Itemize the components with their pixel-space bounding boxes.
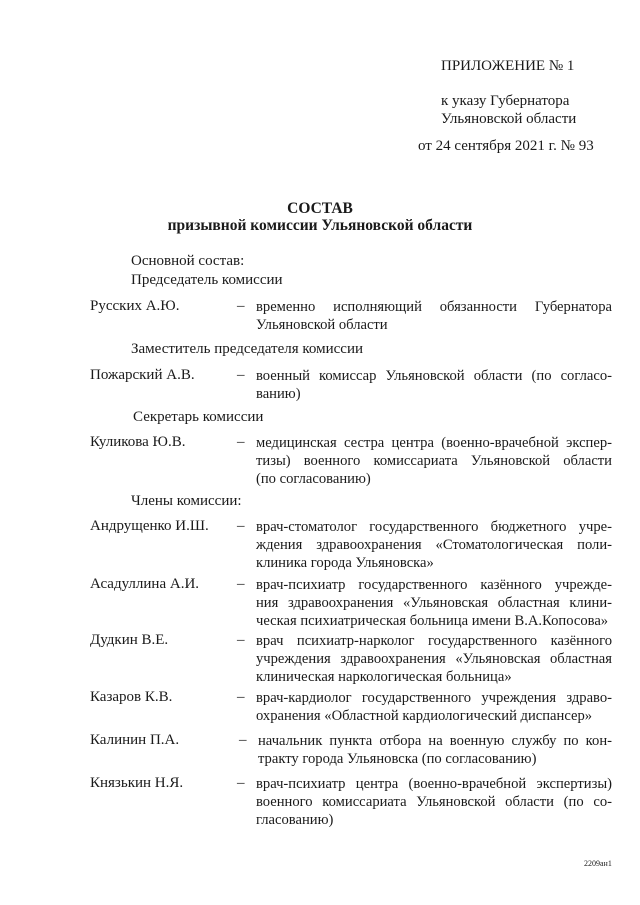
section-members: Члены комиссии: bbox=[131, 493, 242, 509]
dash-separator: – bbox=[237, 632, 245, 648]
dash-separator: – bbox=[237, 576, 245, 592]
position-line: учреждения здравоохранения «Ульяновская областная bbox=[256, 651, 612, 667]
position-line: гласованию) bbox=[256, 812, 334, 828]
position-line: начальник пункта отбора на военную службу по кон- bbox=[258, 733, 612, 749]
section-main-composition: Основной состав: bbox=[131, 253, 245, 269]
position-line: медицинская сестра центра (военно-врачебной экспер- bbox=[256, 435, 612, 451]
dash-separator: – bbox=[237, 689, 245, 705]
appendix-number: ПРИЛОЖЕНИЕ № 1 bbox=[441, 58, 575, 74]
person-name: Князькин Н.Я. bbox=[90, 775, 184, 791]
position-line: охранения «Областной кардиологический диспансер» bbox=[256, 708, 593, 724]
person-name: Калинин П.А. bbox=[90, 732, 180, 748]
document-subtitle: призывной комиссии Ульяновской области bbox=[167, 217, 473, 234]
person-name: Андрущенко И.Ш. bbox=[90, 518, 209, 534]
dash-separator: – bbox=[239, 732, 247, 748]
section-secretary: Секретарь комиссии bbox=[133, 409, 264, 425]
dash-separator: – bbox=[237, 298, 245, 314]
person-name: Асадуллина А.И. bbox=[90, 576, 200, 592]
position-line: тракту города Ульяновска (по согласованию) bbox=[258, 751, 537, 767]
position-line: врач-психиатр государственного казённого учрежде- bbox=[256, 577, 612, 593]
person-position bbox=[256, 775, 612, 829]
document-code: 2209ан1 bbox=[584, 859, 612, 868]
document-title: СОСТАВ bbox=[287, 200, 353, 217]
position-line: Ульяновской области bbox=[256, 317, 388, 333]
decree-date: от 24 сентября 2021 г. № 93 bbox=[418, 138, 594, 154]
person-name: Казаров К.В. bbox=[90, 689, 173, 705]
position-line: врач психиатр-нарколог государственного казённого bbox=[256, 633, 612, 649]
position-line: клиника города Ульяновска» bbox=[256, 555, 434, 571]
person-position bbox=[256, 518, 612, 572]
person-position bbox=[256, 689, 612, 725]
dash-separator: – bbox=[237, 518, 245, 534]
position-line: тизы) военного комиссариата Ульяновской области bbox=[256, 453, 612, 469]
position-line: врач-стоматолог государственного бюджетного учре- bbox=[256, 519, 612, 535]
section-chairman: Председатель комиссии bbox=[131, 272, 283, 288]
person-position bbox=[256, 298, 612, 334]
section-deputy: Заместитель председателя комиссии bbox=[131, 341, 364, 357]
position-line: (по согласованию) bbox=[256, 471, 371, 487]
person-position bbox=[256, 632, 612, 686]
position-line: клиническая наркологическая больница» bbox=[256, 669, 512, 685]
dash-separator: – bbox=[237, 367, 245, 383]
position-line: временно исполняющий обязанности Губернатора bbox=[256, 299, 612, 315]
person-position bbox=[256, 576, 612, 630]
person-name: Дудкин В.Е. bbox=[90, 632, 169, 648]
position-line: ждения здравоохранения «Стоматологическая поли- bbox=[256, 537, 612, 553]
position-line: ванию) bbox=[256, 386, 301, 402]
person-name: Куликова Ю.В. bbox=[90, 434, 186, 450]
person-name: Русских А.Ю. bbox=[90, 298, 180, 314]
person-position bbox=[256, 434, 612, 488]
dash-separator: – bbox=[237, 775, 245, 791]
position-line: врач-кардиолог государственного учреждения здраво- bbox=[256, 690, 612, 706]
position-line: военный комиссар Ульяновской области (по согласо- bbox=[256, 368, 612, 384]
position-line: военного комиссариата Ульяновской области (по со- bbox=[256, 794, 612, 810]
position-line: ния здравоохранения «Ульяновская областная клини- bbox=[256, 595, 612, 611]
decree-reference-line1: к указу Губернатора bbox=[441, 93, 570, 109]
dash-separator: – bbox=[237, 434, 245, 450]
decree-reference-line2: Ульяновской области bbox=[441, 111, 577, 127]
position-line: ческая психиатрическая больница имени В.А.Копосова» bbox=[256, 613, 609, 629]
person-position bbox=[258, 732, 612, 768]
person-position bbox=[256, 367, 612, 403]
position-line: врач-психиатр центра (военно-врачебной экспертизы) bbox=[256, 776, 612, 792]
person-name: Пожарский А.В. bbox=[90, 367, 195, 383]
